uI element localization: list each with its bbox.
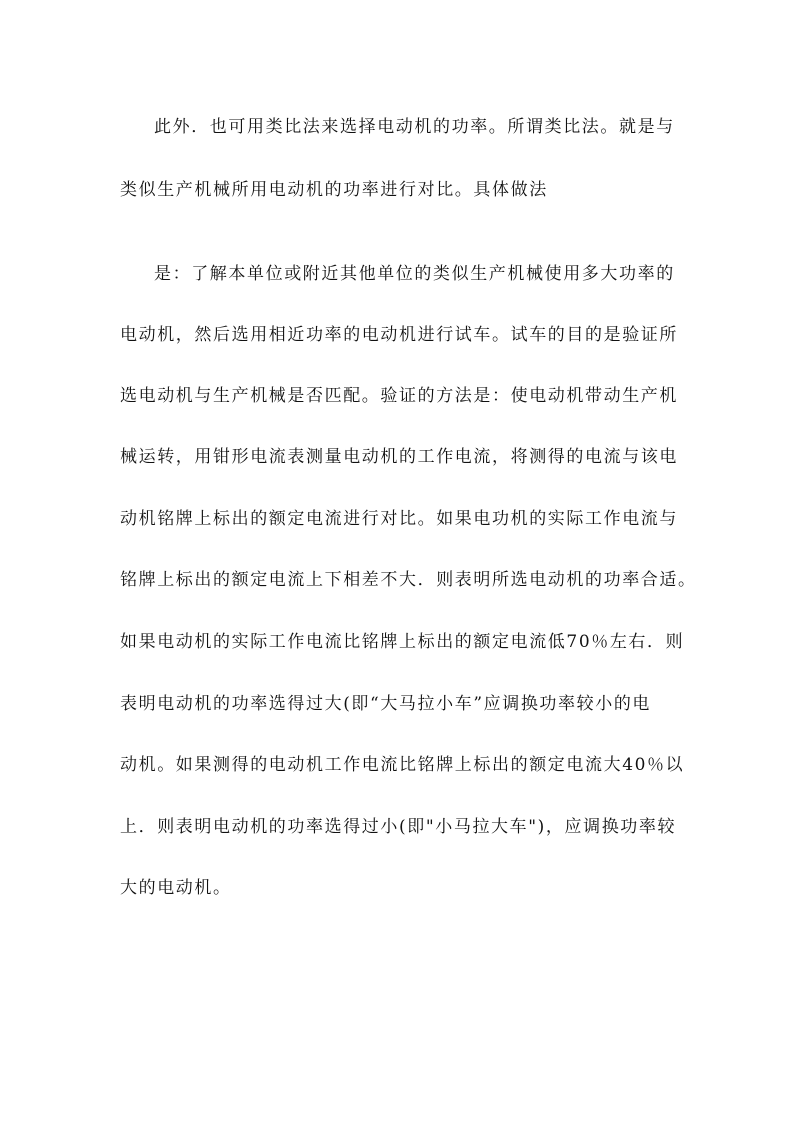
paragraph-2-line-2: 电动机，然后选用相近功率的电动机进行试车。试车的目的是验证所	[120, 325, 678, 345]
paragraph-2-line-11: 大的电动机。	[120, 878, 232, 898]
paragraph-2-line-1: 是：了解本单位或附近其他单位的类似生产机械使用多大功率的	[154, 264, 675, 284]
paragraph-2-line-3: 选电动机与生产机械是否匹配。验证的方法是：使电动机带动生产机	[120, 386, 678, 406]
paragraph-1-line-2: 类似生产机械所用电动机的功率进行对比。具体做法	[120, 180, 548, 200]
paragraph-2-line-10: 上．则表明电动机的功率选得过小(即"小马拉大车")，应调换功率较	[120, 817, 677, 837]
paragraph-2-line-8: 表明电动机的功率选得过大(即“大马拉小车”应调换功率较小的电	[120, 694, 652, 714]
paragraph-2-line-4: 械运转，用钳形电流表测量电动机的工作电流，将测得的电流与该电	[120, 447, 678, 467]
paragraph-2-line-5: 动机铭牌上标出的额定电流进行对比。如果电功机的实际工作电流与	[120, 509, 678, 529]
paragraph-2-line-7: 如果电动机的实际工作电流比铭牌上标出的额定电流低70％左右．则	[120, 632, 685, 652]
paragraph-2-line-9: 动机。如果测得的电动机工作电流比铭牌上标出的额定电流大40％以	[120, 755, 685, 775]
paragraph-2-line-6: 铭牌上标出的额定电流上下相差不大．则表明所选电动机的功率合适。	[120, 570, 697, 590]
paragraph-1-line-1: 此外．也可用类比法来选择电动机的功率。所谓类比法。就是与	[154, 117, 675, 137]
